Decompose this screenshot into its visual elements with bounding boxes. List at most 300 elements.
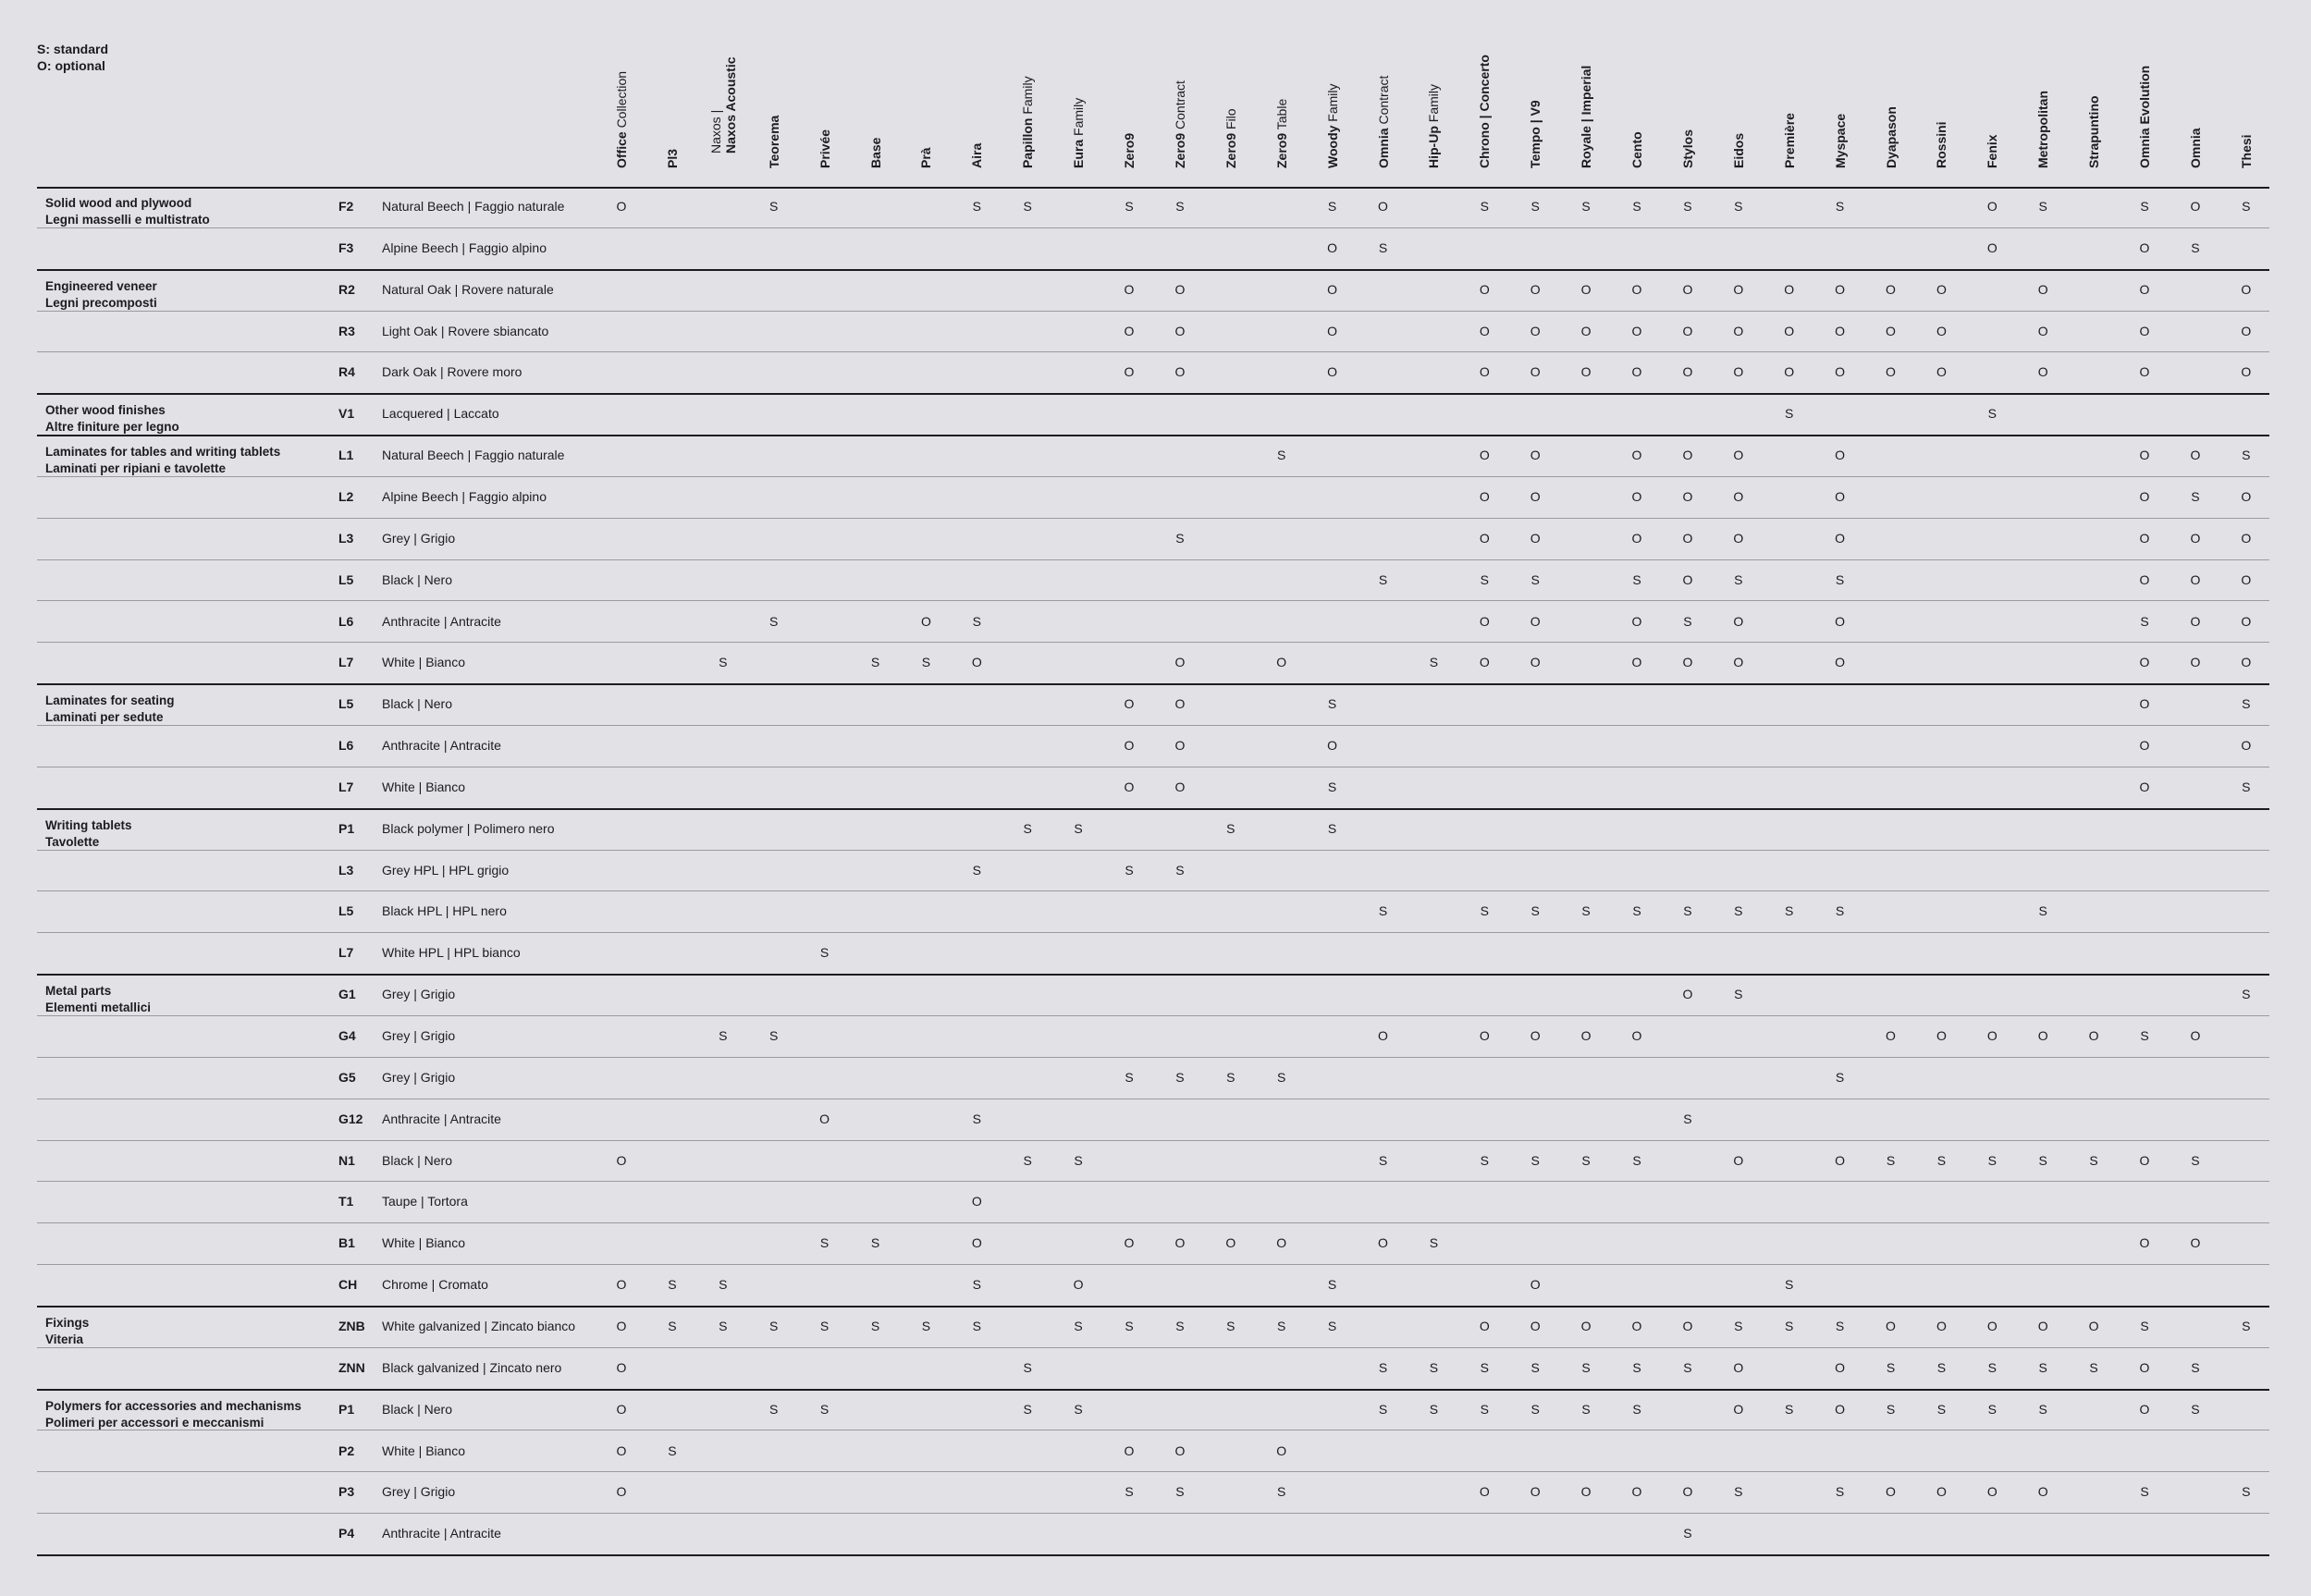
column-header-line — [614, 71, 629, 168]
group-label-line: Laminati per ripiani e tavolette — [45, 461, 227, 476]
availability-cell: S — [2038, 903, 2047, 919]
availability-cell: O — [1530, 1318, 1541, 1333]
availability-cell: S — [1327, 696, 1337, 712]
availability-cell: O — [2190, 613, 2201, 629]
column-header-text: Aira — [969, 142, 985, 168]
column-header-text: Tempo | V9 — [1528, 100, 1543, 168]
availability-cell: O — [2139, 364, 2150, 380]
availability-cell: O — [2190, 1235, 2201, 1251]
availability-cell: O — [1174, 655, 1186, 670]
availability-cell: O — [1631, 448, 1642, 463]
availability-cell: O — [2241, 613, 2252, 629]
availability-cell: S — [2242, 448, 2251, 463]
column-header — [1206, 35, 1256, 183]
availability-cell: O — [1124, 364, 1135, 380]
availability-cell: S — [1125, 199, 1134, 214]
availability-cell: O — [2139, 696, 2150, 712]
availability-cell: S — [1175, 199, 1185, 214]
availability-cell: O — [1936, 323, 1947, 338]
column-header-text: Privée — [817, 129, 832, 168]
column-header — [1408, 35, 1458, 183]
column-header-line — [723, 56, 738, 153]
column-header-line — [1376, 76, 1391, 168]
availability-cell: O — [1733, 364, 1744, 380]
finish-code: ZNN — [338, 1359, 365, 1375]
availability-cell: S — [1683, 199, 1692, 214]
availability-cell: S — [1277, 1484, 1286, 1500]
availability-cell: O — [1835, 530, 1846, 546]
availability-cell: S — [2038, 199, 2047, 214]
availability-cell: S — [1226, 1318, 1235, 1333]
column-header-text: Strapuntino — [2086, 95, 2102, 168]
availability-cell: S — [1378, 1401, 1388, 1417]
availability-cell: O — [1733, 1359, 1744, 1375]
column-header-text: Dyapason — [1883, 106, 1899, 168]
availability-cell: S — [1530, 903, 1540, 919]
availability-cell: O — [1631, 364, 1642, 380]
column-header-text: Contract — [1172, 80, 1187, 133]
availability-cell: O — [1835, 364, 1846, 380]
availability-cell: O — [1530, 1028, 1541, 1043]
column-header-label — [1731, 133, 1746, 168]
table-row — [37, 975, 2269, 1016]
availability-cell: S — [1480, 571, 1489, 587]
availability-cell: S — [2242, 779, 2251, 794]
availability-cell: O — [1682, 1318, 1693, 1333]
column-header-line — [1985, 134, 1999, 168]
availability-cell: S — [1480, 903, 1489, 919]
finish-code: L5 — [338, 696, 354, 712]
availability-cell: O — [1835, 1401, 1846, 1417]
availability-cell: O — [2139, 323, 2150, 338]
availability-cell: S — [870, 1318, 880, 1333]
availability-cell: O — [1479, 655, 1490, 670]
availability-cell: S — [2140, 1028, 2149, 1043]
table-row — [37, 1058, 2269, 1099]
finish-code: P3 — [338, 1484, 355, 1500]
availability-cell: S — [1480, 199, 1489, 214]
availability-cell: S — [1530, 1359, 1540, 1375]
table-row — [37, 684, 2269, 726]
availability-cell: O — [1631, 613, 1642, 629]
availability-cell: S — [668, 1318, 677, 1333]
availability-cell: S — [1429, 1235, 1439, 1251]
column-header-label — [1325, 83, 1340, 168]
finish-name: White | Bianco — [382, 655, 466, 670]
column-header — [1561, 35, 1611, 183]
table-row — [37, 809, 2269, 851]
column-header-line — [767, 116, 781, 168]
availability-cell: S — [1226, 1069, 1235, 1085]
column-header-text: Family — [1324, 83, 1340, 126]
finish-name: White | Bianco — [382, 1443, 466, 1458]
availability-cell: O — [2139, 655, 2150, 670]
availability-cell: O — [1733, 281, 1744, 297]
column-header-text: Woody — [1324, 125, 1340, 168]
availability-cell: O — [1479, 488, 1490, 504]
table-row — [37, 477, 2269, 519]
availability-cell: S — [1683, 1111, 1692, 1126]
group-label — [45, 693, 175, 726]
availability-cell: S — [1581, 1401, 1591, 1417]
column-header — [2221, 35, 2271, 183]
availability-cell: S — [1581, 1359, 1591, 1375]
availability-cell: S — [668, 1443, 677, 1458]
column-header — [2120, 35, 2170, 183]
group-label-line: Solid wood and plywood — [45, 196, 192, 210]
finish-name: Grey | Grigio — [382, 1028, 456, 1043]
availability-cell: O — [971, 1194, 982, 1209]
column-header-text: Family — [1426, 83, 1442, 127]
table-row — [37, 933, 2269, 976]
availability-cell: O — [1936, 1484, 1947, 1500]
availability-cell: O — [1886, 1028, 1896, 1043]
group-label-line: Other wood finishes — [45, 403, 166, 418]
column-header-line — [708, 56, 723, 153]
column-header-text: Zero9 — [1273, 132, 1289, 168]
availability-cell: S — [1886, 1152, 1896, 1168]
availability-cell: S — [972, 1277, 981, 1293]
availability-cell: S — [1734, 1318, 1743, 1333]
availability-cell: O — [1174, 281, 1186, 297]
availability-cell: O — [1733, 530, 1744, 546]
column-header-label — [1020, 76, 1035, 168]
column-header — [2069, 35, 2119, 183]
column-header — [1764, 35, 1814, 183]
availability-cell: O — [1530, 281, 1541, 297]
availability-cell: O — [1835, 1359, 1846, 1375]
availability-cell: O — [1479, 1484, 1490, 1500]
column-header-line — [1477, 55, 1492, 168]
availability-cell: S — [2191, 1152, 2200, 1168]
table-row — [37, 1307, 2269, 1348]
column-header-text: Myspace — [1832, 113, 1848, 168]
availability-cell: S — [1785, 903, 1794, 919]
availability-cell: S — [1936, 1401, 1947, 1417]
table-row — [37, 312, 2269, 353]
availability-cell: S — [2089, 1152, 2098, 1168]
availability-cell: O — [1174, 696, 1186, 712]
finish-code: L1 — [338, 448, 354, 463]
availability-cell: S — [1835, 1069, 1845, 1085]
column-header-line — [1020, 76, 1035, 168]
column-header-text: Stylos — [1679, 129, 1695, 168]
availability-cell: S — [1327, 1277, 1337, 1293]
availability-cell: O — [1530, 1277, 1541, 1293]
availability-cell: O — [1530, 530, 1541, 546]
finish-name: White | Bianco — [382, 779, 466, 794]
column-header-line — [1833, 114, 1848, 168]
availability-cell: O — [1784, 364, 1795, 380]
finish-name: White | Bianco — [382, 1235, 466, 1251]
column-header-text: Omnia — [2187, 128, 2203, 168]
availability-cell: S — [1429, 1359, 1439, 1375]
column-header-label — [767, 116, 781, 168]
availability-cell: O — [1174, 738, 1186, 754]
availability-cell: S — [769, 613, 779, 629]
availability-cell: O — [1174, 779, 1186, 794]
availability-cell: O — [616, 1484, 627, 1500]
availability-cell: O — [1631, 1484, 1642, 1500]
availability-cell: O — [2139, 448, 2150, 463]
availability-cell: S — [2140, 1318, 2149, 1333]
availability-cell: S — [1785, 406, 1794, 422]
availability-cell: S — [719, 1028, 728, 1043]
column-header-text: Metropolitan — [2035, 91, 2051, 168]
column-header-line — [1934, 121, 1948, 168]
availability-cell: S — [719, 655, 728, 670]
availability-cell: O — [1124, 323, 1135, 338]
availability-cell: S — [1581, 199, 1591, 214]
column-header-label — [708, 56, 738, 153]
availability-cell: S — [1632, 1401, 1641, 1417]
availability-cell: S — [1987, 406, 1997, 422]
table-row — [37, 1099, 2269, 1141]
column-header-line — [2137, 66, 2152, 168]
finish-name: Alpine Beech | Faggio alpino — [382, 488, 547, 504]
column-header-text: Prà — [918, 147, 934, 168]
finish-name: Grey | Grigio — [382, 530, 456, 546]
finish-code: R4 — [338, 364, 355, 380]
group-label-line: Engineered veneer — [45, 278, 157, 293]
availability-cell: O — [2139, 1235, 2150, 1251]
availability-cell: O — [1530, 448, 1541, 463]
availability-cell: O — [1835, 488, 1846, 504]
availability-cell: S — [2140, 199, 2149, 214]
availability-cell: O — [1784, 323, 1795, 338]
column-header-label — [1477, 55, 1492, 168]
table-row — [37, 394, 2269, 436]
column-header — [800, 35, 850, 183]
availability-cell: S — [1378, 1152, 1388, 1168]
column-header-label — [2137, 66, 2152, 168]
column-header-line — [1782, 113, 1797, 168]
availability-cell: S — [1581, 1152, 1591, 1168]
availability-cell: S — [1936, 1359, 1947, 1375]
column-header-label — [665, 149, 680, 168]
availability-cell: S — [921, 655, 931, 670]
column-header — [1916, 35, 1966, 183]
table-row — [37, 726, 2269, 767]
availability-cell: O — [1986, 1318, 1998, 1333]
availability-cell: O — [2139, 738, 2150, 754]
column-header-line — [1223, 108, 1238, 168]
finish-code: B1 — [338, 1235, 355, 1251]
availability-cell: O — [1886, 281, 1896, 297]
table-row — [37, 643, 2269, 685]
finish-code: R3 — [338, 323, 355, 338]
column-header-text: Omnia — [1375, 128, 1391, 168]
column-header-line — [1325, 83, 1340, 168]
finish-code: N1 — [338, 1152, 355, 1168]
availability-cell: S — [1429, 1401, 1439, 1417]
availability-cell: S — [1175, 1069, 1185, 1085]
availability-cell: S — [1835, 903, 1845, 919]
finish-name: Anthracite | Antracite — [382, 1526, 501, 1541]
column-header — [1257, 35, 1307, 183]
availability-cell: O — [2190, 448, 2201, 463]
availability-cell: O — [1580, 1028, 1592, 1043]
column-header-text: Naxos Acoustic — [722, 56, 738, 153]
column-header-text: Omnia Evolution — [2137, 65, 2152, 168]
table-row — [37, 187, 2269, 228]
availability-cell: S — [1327, 1318, 1337, 1333]
availability-cell: O — [2139, 1152, 2150, 1168]
finish-name: Grey | Grigio — [382, 1484, 456, 1500]
finish-name: Grey | Grigio — [382, 987, 456, 1002]
finish-name: Taupe | Tortora — [382, 1194, 468, 1209]
column-header-text: Naxos | — [707, 109, 723, 153]
availability-cell: S — [1327, 820, 1337, 836]
availability-cell: O — [2088, 1028, 2099, 1043]
column-header — [1358, 35, 1408, 183]
finish-code: F2 — [338, 199, 354, 214]
column-header-text: Rossini — [1934, 121, 1949, 168]
availability-cell: O — [1124, 1443, 1135, 1458]
column-header-line — [2035, 91, 2050, 168]
availability-cell: O — [1936, 1028, 1947, 1043]
availability-cell: O — [1733, 1152, 1744, 1168]
availability-cell: S — [1530, 199, 1540, 214]
availability-cell: S — [2242, 1484, 2251, 1500]
column-header-text: Thesi — [2238, 134, 2254, 168]
finish-code: L2 — [338, 488, 354, 504]
availability-cell: O — [1631, 281, 1642, 297]
availability-cell: S — [1074, 1401, 1083, 1417]
availability-cell: S — [972, 613, 981, 629]
availability-cell: S — [819, 1235, 830, 1251]
column-header-line — [1274, 99, 1289, 168]
column-header-label — [1426, 84, 1441, 168]
availability-cell: O — [1479, 448, 1490, 463]
availability-cell: O — [1479, 613, 1490, 629]
availability-cell: S — [1632, 571, 1641, 587]
availability-cell: O — [1936, 281, 1947, 297]
column-header — [1155, 35, 1205, 183]
availability-cell: O — [1124, 281, 1135, 297]
column-header-label — [817, 129, 832, 168]
availability-cell: O — [1986, 1028, 1998, 1043]
availability-cell: S — [2191, 488, 2200, 504]
availability-cell: S — [1683, 1526, 1692, 1541]
column-header-label — [1629, 131, 1644, 168]
availability-cell: S — [1683, 1359, 1692, 1375]
finish-code: T1 — [338, 1194, 354, 1209]
availability-cell: S — [1378, 903, 1388, 919]
finish-code: P1 — [338, 1401, 355, 1417]
availability-cell: S — [1886, 1359, 1896, 1375]
availability-cell: S — [2038, 1359, 2047, 1375]
availability-cell: S — [1023, 820, 1032, 836]
column-header — [1815, 35, 1865, 183]
availability-cell: O — [1631, 323, 1642, 338]
availability-cell: O — [2190, 1028, 2201, 1043]
availability-cell: O — [2190, 655, 2201, 670]
column-header-label — [1528, 100, 1543, 168]
group-label-line: Viteria — [45, 1332, 84, 1346]
finish-code: L6 — [338, 613, 354, 629]
availability-cell: O — [819, 1111, 830, 1126]
group-label — [45, 278, 157, 312]
finish-name: White galvanized | Zincato bianco — [382, 1318, 576, 1333]
table-row — [37, 1472, 2269, 1514]
availability-cell: S — [2242, 696, 2251, 712]
finish-name: Alpine Beech | Faggio alpino — [382, 239, 547, 255]
availability-cell: O — [2139, 779, 2150, 794]
column-header — [647, 35, 697, 183]
legend-standard: S: standard — [37, 42, 109, 56]
column-header-label — [868, 138, 883, 168]
availability-cell: S — [769, 1028, 779, 1043]
table-row — [37, 228, 2269, 271]
table-row — [37, 436, 2269, 477]
availability-cell: S — [2242, 1318, 2251, 1333]
group-label — [45, 1315, 89, 1348]
availability-cell: S — [1734, 571, 1743, 587]
finish-name: Light Oak | Rovere sbiancato — [382, 323, 549, 338]
column-header-text: Collection — [614, 70, 629, 132]
availability-cell: S — [972, 862, 981, 878]
column-header-line — [2188, 128, 2203, 168]
availability-cell: O — [1835, 1152, 1846, 1168]
availability-cell: S — [1530, 571, 1540, 587]
column-header — [1510, 35, 1560, 183]
column-header-text: Contract — [1375, 75, 1391, 129]
availability-cell: O — [616, 1401, 627, 1417]
group-label-line: Elementi metallici — [45, 1001, 152, 1015]
availability-cell: O — [1327, 281, 1338, 297]
availability-cell: O — [1378, 199, 1388, 214]
finish-name: Black HPL | HPL nero — [382, 903, 507, 919]
column-header-line — [969, 143, 984, 168]
availability-cell: O — [1886, 1318, 1896, 1333]
column-header-label — [1071, 98, 1086, 168]
availability-cell: S — [819, 945, 830, 961]
availability-cell: S — [1581, 903, 1591, 919]
availability-cell: O — [971, 655, 982, 670]
finish-code: G1 — [338, 987, 356, 1002]
column-header — [2018, 35, 2068, 183]
legend — [37, 41, 108, 74]
finish-code: L5 — [338, 903, 354, 919]
availability-cell: S — [1683, 613, 1692, 629]
availability-cell: O — [2139, 571, 2150, 587]
availability-cell: O — [2037, 364, 2048, 380]
availability-cell: S — [1074, 820, 1083, 836]
finish-code: G12 — [338, 1111, 363, 1126]
availability-cell: O — [1378, 1028, 1388, 1043]
availability-cell: O — [1580, 281, 1592, 297]
availability-cell: S — [1480, 1359, 1489, 1375]
availability-cell: O — [1733, 448, 1744, 463]
availability-cell: S — [1480, 1152, 1489, 1168]
availability-cell: S — [1835, 199, 1845, 214]
finish-code: R2 — [338, 281, 355, 297]
availability-cell: O — [1835, 281, 1846, 297]
availability-cell: O — [1835, 613, 1846, 629]
finish-code: L7 — [338, 945, 354, 961]
finish-name: Chrome | Cromato — [382, 1277, 488, 1293]
availability-cell: O — [1174, 364, 1186, 380]
column-header-label — [1579, 66, 1593, 168]
finish-name: Lacquered | Laccato — [382, 406, 499, 422]
finish-name: Black galvanized | Zincato nero — [382, 1359, 562, 1375]
availability-cell: O — [1276, 1443, 1287, 1458]
availability-cell: S — [1277, 1069, 1286, 1085]
availability-cell: O — [2190, 571, 2201, 587]
availability-cell: O — [616, 1318, 627, 1333]
table-row — [37, 519, 2269, 560]
